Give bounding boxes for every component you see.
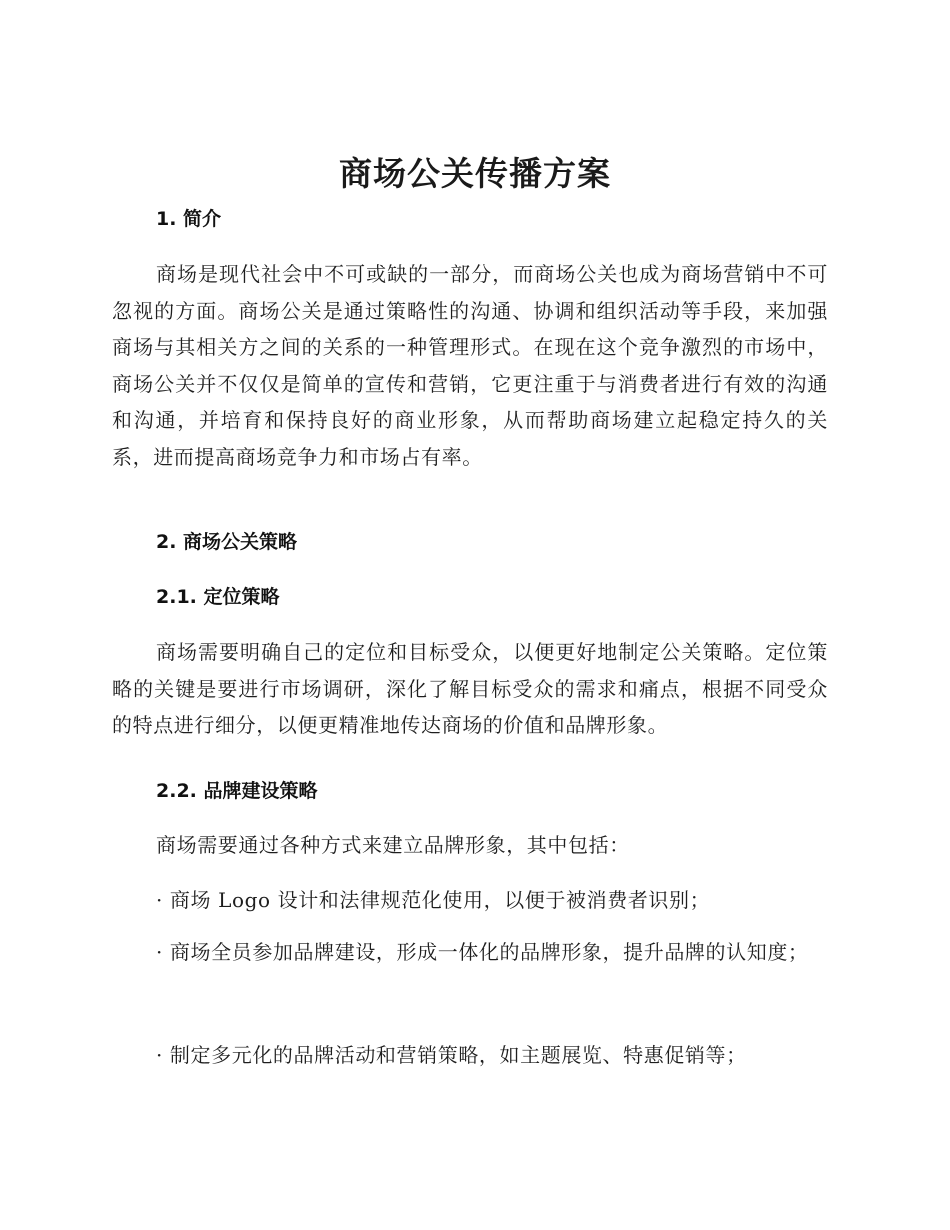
document-title: 商场公关传播方案 [339,154,611,193]
subsection-heading-branding: 2.2. 品牌建设策略 [156,780,318,802]
bullet-item: · 商场全员参加品牌建设，形成一体化的品牌形象，提升品牌的认知度； [156,940,809,964]
branding-intro-line: 商场需要通过各种方式来建立品牌形象，其中包括： [156,833,630,857]
subsection-heading-positioning: 2.1. 定位策略 [156,586,280,608]
bullet-item: · 商场 Logo 设计和法律规范化使用，以便于被消费者识别； [156,888,711,912]
bullet-item: · 制定多元化的品牌活动和营销策略，如主题展览、特惠促销等； [156,1043,747,1067]
positioning-paragraph: 商场需要明确自己的定位和目标受众，以便更好地制定公关策略。定位策略的关键是要进行市场调研，深化了解目标受众的需求和痛点，根据不同受众的特点进行细分，以便更精准地传达商场的价值和品牌形象。 [112,640,828,737]
intro-paragraph: 商场是现代社会中不可或缺的一部分，而商场公关也成为商场营销中不可忽视的方面。商场公关是通过策略性的沟通、协调和组织活动等手段，来加强商场与其相关方之间的关系的一种管理形式。在现在这个竞争激烈的市场中，商场公关并不仅仅是简单的宣传和营销，它更注重于与消费者进行有效的沟通和沟通，并培育和保持良好的商业形象，从而帮助商场建立起稳定持久的关系，进而提高商场竞争力和市场占有率。 [112,262,828,469]
section-heading-strategy: 2. 商场公关策略 [156,531,298,553]
section-heading-intro: 1. 简介 [156,208,222,230]
